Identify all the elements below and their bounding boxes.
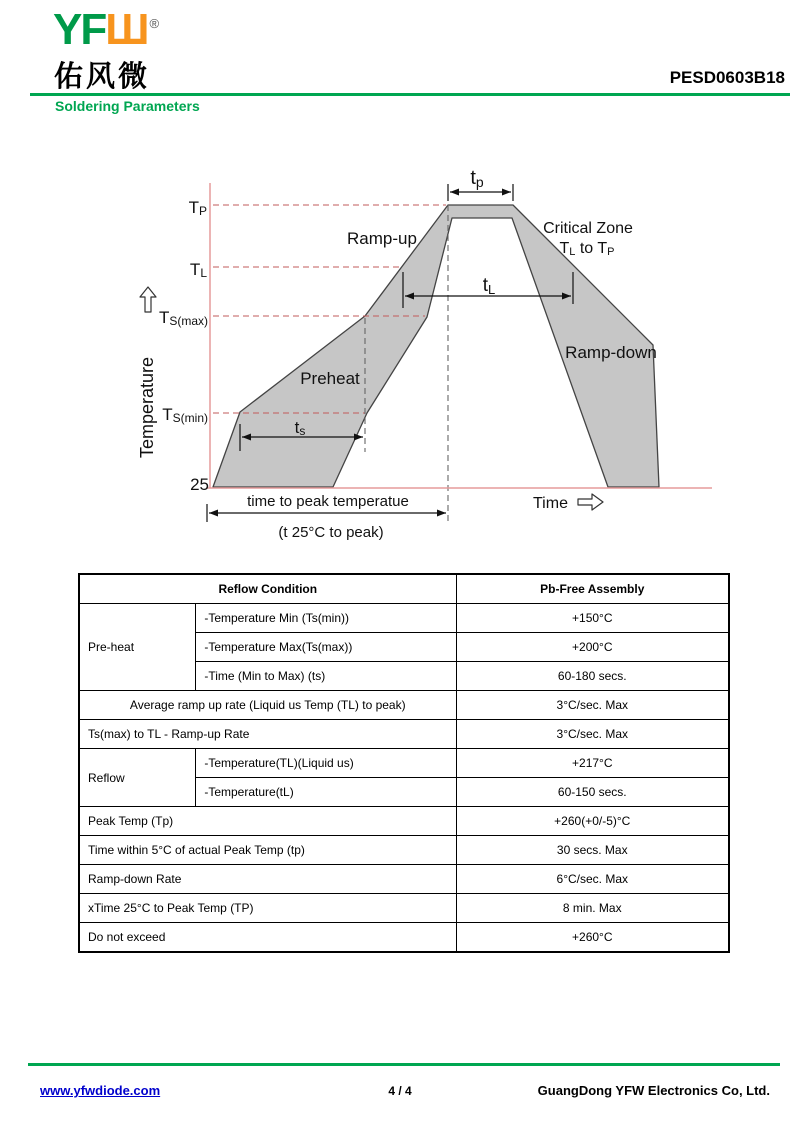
- footer-divider: [28, 1063, 780, 1066]
- critical-zone-label-line1: Critical Zone: [543, 220, 633, 237]
- soldering-spec-table: [78, 573, 730, 953]
- condition-cell: Peak Temp (Tp): [79, 807, 456, 836]
- tp-dim-label: tp: [470, 167, 484, 190]
- condition-cell: -Time (Min to Max) (ts): [196, 662, 456, 691]
- condition-cell: Time within 5°C of actual Peak Temp (tp): [79, 836, 456, 865]
- critical-zone-label-line2: TL to TP: [559, 240, 615, 258]
- logo-w-mark: Ш: [105, 5, 148, 54]
- table-row: [79, 894, 729, 923]
- registered-trademark-icon: ®: [149, 16, 160, 32]
- time-to-peak-arrowhead-right: [437, 510, 446, 517]
- value-cell: +260(+0/-5)°C: [456, 807, 729, 836]
- table-row: [79, 720, 729, 749]
- condition-cell: -Temperature(TL)(Liquid us): [196, 749, 456, 778]
- table-row: [79, 691, 729, 720]
- origin-temp-label: 25: [190, 475, 209, 494]
- value-cell: 3°C/sec. Max: [456, 691, 729, 720]
- table-row: [79, 923, 729, 953]
- time-to-peak-label-line2: (t 25°C to peak): [278, 524, 384, 541]
- value-cell: 60-180 secs.: [456, 662, 729, 691]
- value-cell: +260°C: [456, 923, 729, 953]
- tsmax-axis-label: TS(max): [158, 308, 208, 328]
- preheat-label: Preheat: [300, 369, 360, 388]
- value-cell: +200°C: [456, 633, 729, 662]
- product-code: PESD0603B18: [669, 68, 785, 87]
- website-link[interactable]: www.yfwdiode.com: [40, 1083, 161, 1098]
- logo-text-green: YF: [53, 5, 106, 54]
- yfw-logo: [53, 6, 159, 54]
- condition-cell: -Temperature(tL): [196, 778, 456, 807]
- tl-dim-label: tL: [482, 275, 496, 297]
- temperature-up-arrow-icon: [140, 287, 156, 312]
- reflow-group-cell: Reflow: [79, 749, 196, 807]
- table-row: [79, 807, 729, 836]
- time-axis-title: Time: [533, 495, 568, 512]
- table-row: [79, 749, 729, 778]
- temperature-axis-title: Temperature: [137, 356, 157, 458]
- tp-dim-arrowhead-right: [502, 189, 511, 196]
- reflow-profile-diagram: [120, 150, 740, 570]
- condition-cell: Ts(max) to TL - Ramp-up Rate: [79, 720, 456, 749]
- value-cell: 6°C/sec. Max: [456, 865, 729, 894]
- table-row: [79, 865, 729, 894]
- condition-cell: Ramp-down Rate: [79, 865, 456, 894]
- condition-cell: -Temperature Max(Ts(max)): [196, 633, 456, 662]
- time-right-arrow-icon: [578, 494, 603, 510]
- table-header-row: [79, 574, 729, 604]
- company-name: GuangDong YFW Electronics Co, Ltd.: [537, 1083, 770, 1098]
- condition-cell: Do not exceed: [79, 923, 456, 953]
- tsmin-axis-label: TS(min): [162, 405, 208, 425]
- tl-axis-label: TL: [189, 260, 207, 280]
- ts-dim-arrowhead-right: [354, 434, 363, 441]
- value-cell: 60-150 secs.: [456, 778, 729, 807]
- value-cell: 30 secs. Max: [456, 836, 729, 865]
- logo-chinese-name: 佑风微: [54, 61, 151, 93]
- ts-dim-label: ts: [294, 418, 306, 438]
- ramp-down-label: Ramp-down: [565, 343, 657, 362]
- page-number: 4 / 4: [388, 1084, 412, 1098]
- condition-cell: xTime 25°C to Peak Temp (TP): [79, 894, 456, 923]
- value-cell: 8 min. Max: [456, 894, 729, 923]
- value-cell: 3°C/sec. Max: [456, 720, 729, 749]
- page-title: Soldering Parameters: [55, 98, 200, 114]
- header-divider: [30, 93, 790, 96]
- pb-free-assembly-header: Pb-Free Assembly: [456, 574, 729, 604]
- time-to-peak-label-line1: time to peak temperatue: [247, 493, 409, 510]
- tp-dim-arrowhead-left: [450, 189, 459, 196]
- reflow-condition-header: Reflow Condition: [79, 574, 456, 604]
- table-row: [79, 836, 729, 865]
- time-to-peak-arrowhead-left: [209, 510, 218, 517]
- tp-axis-label: TP: [188, 198, 207, 218]
- preheat-group-cell: Pre-heat: [79, 604, 196, 691]
- ramp-up-label: Ramp-up: [347, 229, 417, 248]
- value-cell: +217°C: [456, 749, 729, 778]
- condition-cell: -Temperature Min (Ts(min)): [196, 604, 456, 633]
- table-row: [79, 604, 729, 633]
- condition-cell: Average ramp up rate (Liquid us Temp (TL) to peak): [79, 691, 456, 720]
- value-cell: +150°C: [456, 604, 729, 633]
